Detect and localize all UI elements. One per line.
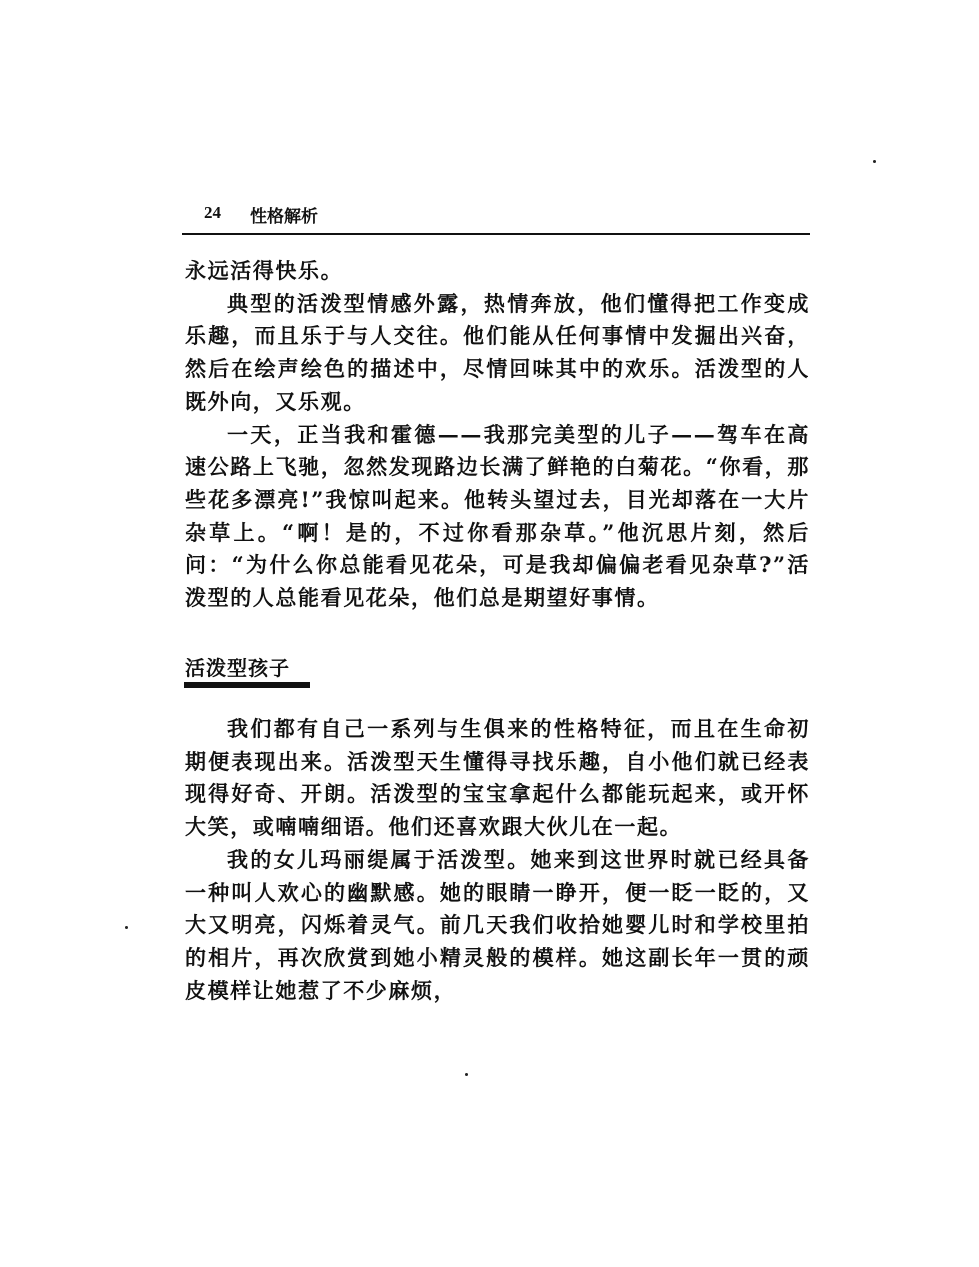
paragraph: 典型的活泼型情感外露，热情奔放，他们懂得把工作变成乐趣，而且乐于与人交往。他们能从任何事情中发掘出兴奋，然后在绘声绘色的描述中，尽情回味其中的欢乐。活泼型的人既外向，又乐观。 (185, 290, 810, 414)
paragraph: 一天，正当我和霍德——我那完美型的儿子——驾车在高速公路上飞驰，忽然发现路边长满了鲜艳的白菊花。“你看，那些花多漂亮!”我惊叫起来。他转头望过去，目光却落在一大片杂草上。“啊！是的，不过你看那杂草。”他沉思片刻，然后问：“为什么你总能看见花朵，可是我却偏偏老看见杂草?”活泼型的人总能看见花朵，他们总是期望好事情。 (185, 421, 810, 611)
page-header (182, 203, 810, 233)
paragraph: 我的女儿玛丽缇属于活泼型。她来到这世界时就已经具备一种叫人欢心的幽默感。她的眼睛一睁开，便一眨一眨的，又大又明亮，闪烁着灵气。前几天我们收拾她婴儿时和学校里拍的相片，再次欣赏到她小精灵般的模样。她这副长年一贯的顽皮模样让她惹了不少麻烦， (185, 846, 810, 1003)
paragraph: 永远活得快乐。 (185, 258, 344, 283)
scan-speck (873, 160, 876, 163)
paragraph: 我们都有自己一系列与生俱来的性格特征，而且在生命初期便表现出来。活泼型天生懂得寻找乐趣，自小他们就已经表现得好奇、开朗。活泼型的宝宝拿起什么都能玩起来，或开怀大笑，或喃喃细语。他们还喜欢跟大伙儿在一起。 (185, 716, 810, 840)
header-rule (182, 233, 810, 235)
page-number: 24 (204, 203, 221, 222)
text-block-lower (185, 713, 810, 1007)
scan-speck (125, 926, 128, 929)
running-title: 性格解析 (250, 207, 318, 227)
text-block-upper (185, 255, 810, 615)
section-heading: 活泼型孩子 (185, 656, 290, 680)
scan-speck (465, 1073, 468, 1076)
section-heading-underline (184, 682, 310, 690)
